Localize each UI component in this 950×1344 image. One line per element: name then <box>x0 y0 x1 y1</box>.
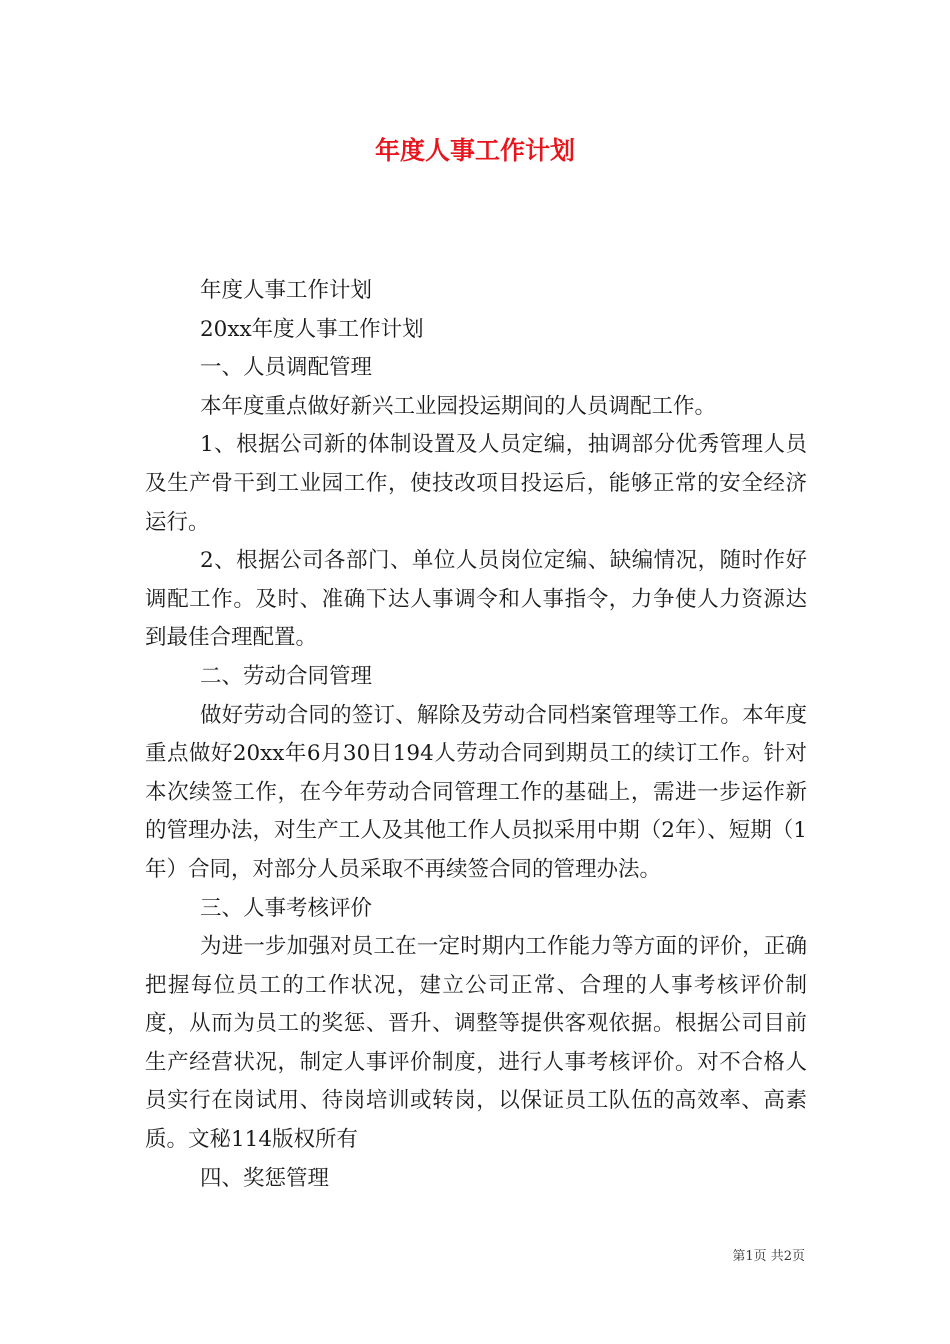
paragraph-1-item-1: 1、根据公司新的体制设置及人员定编，抽调部分优秀管理人员及生产骨干到工业园工作，使技改项目投运后，能够正常的安全经济运行。 <box>145 432 807 535</box>
section-heading-1: 一、人员调配管理 <box>200 355 373 381</box>
paragraph-subtitle: 20xx年度人事工作计划 <box>200 316 424 342</box>
section-heading-3: 三、人事考核评价 <box>200 895 373 921</box>
section-heading-2: 二、劳动合同管理 <box>200 663 373 689</box>
paragraph-heading-repeat: 年度人事工作计划 <box>200 278 373 303</box>
paragraph-1-item-2: 2、根据公司各部门、单位人员岗位定编、缺编情况，随时作好调配工作。及时、准确下达人事调令和人事指令，力争使人力资源达到最佳合理配置。 <box>145 548 807 651</box>
section-heading-4: 四、奖惩管理 <box>200 1165 330 1191</box>
document-title: 年度人事工作计划 <box>374 136 575 165</box>
document-body <box>145 272 807 1198</box>
paragraph-1-intro: 本年度重点做好新兴工业园投运期间的人员调配工作。 <box>200 393 717 419</box>
page-number-footer: 第1页 共2页 <box>732 1249 805 1264</box>
paragraph-3: 为进一步加强对员工在一定时期内工作能力等方面的评价，正确把握每位员工的工作状况，建立公司正常、合理的人事考核评价制度，从而为员工的奖惩、晋升、调整等提供客观依据。根据公司目前生产经营状况，制定人事评价制度，进行人事考核评价。对不合格人员实行在岗试用、待岗培训或转岗，以保证员工队伍的高效率、高素质。文秘114版权所有 <box>145 934 807 1153</box>
paragraph-2: 做好劳动合同的签订、解除及劳动合同档案管理等工作。本年度重点做好20xx年6月30日194人劳动合同到期员工的续订工作。针对本次续签工作，在今年劳动合同管理工作的基础上，需进一步运作新的管理办法，对生产工人及其他工作人员拟采用中期（2年）、短期（1年）合同，对部分人员采取不再续签合同的管理办法。 <box>145 702 807 882</box>
